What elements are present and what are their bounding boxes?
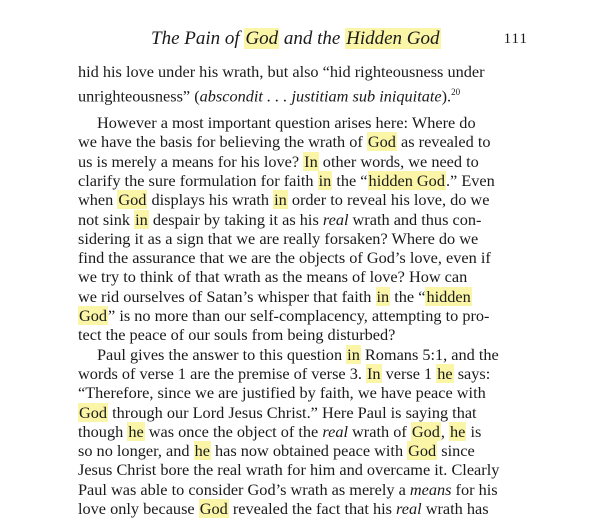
highlighted-word: he bbox=[194, 441, 210, 461]
text-run: Paul gives the answer to this question bbox=[97, 344, 347, 364]
text-run: says: bbox=[453, 363, 491, 383]
text-run: real bbox=[322, 209, 349, 229]
text-run: is bbox=[466, 421, 482, 441]
highlighted-word: God bbox=[367, 132, 396, 152]
text-line bbox=[78, 306, 489, 326]
text-run: ). bbox=[441, 85, 452, 105]
text-run: “Therefore, since we are justified by faith, we have peace with bbox=[78, 383, 486, 403]
text-line bbox=[78, 460, 499, 480]
text-line bbox=[78, 267, 467, 287]
text-line bbox=[78, 171, 495, 191]
highlighted-word: God bbox=[408, 441, 437, 461]
text-run: through our Lord Jesus Christ.” Here Paul is saying that bbox=[108, 402, 477, 422]
highlighted-word: in bbox=[376, 286, 390, 306]
text-run: for his bbox=[451, 479, 498, 499]
text-run: the “ bbox=[332, 170, 368, 190]
highlighted-word: he bbox=[450, 421, 466, 441]
text-line bbox=[78, 210, 481, 230]
text-run: as revealed to bbox=[396, 132, 491, 152]
text-run: tect the peace of our souls from being disturbed? bbox=[78, 325, 396, 345]
text-line bbox=[78, 152, 479, 172]
text-line bbox=[97, 345, 499, 365]
text-line bbox=[78, 287, 472, 307]
title-part: and the bbox=[279, 28, 346, 49]
highlighted-word: in bbox=[318, 170, 332, 190]
text-run: wrath of bbox=[347, 421, 411, 441]
text-run: though bbox=[78, 421, 128, 441]
text-run: However a most important question arises here: Where do bbox=[97, 113, 476, 132]
text-run: abscondit . . . justitiam sub iniquitate bbox=[199, 85, 442, 105]
text-line bbox=[78, 82, 460, 106]
text-line bbox=[78, 248, 491, 268]
text-line bbox=[78, 403, 477, 423]
highlighted-word: in bbox=[347, 344, 360, 364]
text-run: we have the basis for believing the wrath of bbox=[78, 132, 367, 152]
title-part: The Pain of bbox=[151, 28, 245, 49]
text-run: words of verse 1 are the premise of verse 3. bbox=[78, 363, 366, 383]
running-header bbox=[0, 28, 598, 52]
text-run: .” Even bbox=[445, 170, 495, 190]
text-run: unrighteousness” ( bbox=[78, 85, 200, 105]
chapter-title bbox=[151, 28, 441, 50]
text-run: hid his love under his wrath, but also “hid righteousness under bbox=[78, 62, 485, 81]
text-run: other words, we need to bbox=[318, 151, 479, 171]
highlighted-word: In bbox=[304, 151, 318, 171]
text-line bbox=[78, 364, 490, 384]
text-run: find the assurance that we are the objects of God’s love, even if bbox=[78, 248, 491, 268]
text-run: the “ bbox=[390, 286, 426, 306]
page-number: 111 bbox=[503, 31, 528, 47]
text-line bbox=[78, 325, 395, 345]
text-run: verse 1 bbox=[381, 363, 437, 383]
text-run: real bbox=[322, 421, 348, 441]
highlighted-word: hidden God bbox=[368, 170, 445, 190]
text-run: wrath has bbox=[421, 499, 489, 518]
highlighted-word: he bbox=[437, 363, 453, 383]
text-line bbox=[78, 62, 485, 82]
highlighted-word: in bbox=[274, 190, 287, 210]
text-run: means bbox=[409, 479, 452, 499]
text-run: displays his wrath bbox=[147, 190, 274, 210]
text-line bbox=[78, 441, 475, 461]
text-run: when bbox=[78, 190, 118, 210]
text-line bbox=[78, 480, 498, 500]
text-run: , bbox=[440, 421, 450, 441]
text-run: we try to think of that wrath as the means of love? How can bbox=[78, 267, 468, 287]
highlight-hidden-god: Hidden God bbox=[346, 28, 440, 49]
text-run: we rid ourselves of Satan’s whisper that faith bbox=[78, 286, 376, 306]
text-line bbox=[97, 113, 476, 133]
highlighted-word: in bbox=[135, 209, 148, 229]
highlight-god: God bbox=[245, 28, 279, 49]
text-run: revealed the fact that his bbox=[228, 499, 397, 518]
text-line bbox=[78, 499, 489, 519]
highlighted-word: God bbox=[118, 190, 147, 210]
highlighted-word: he bbox=[128, 421, 144, 441]
highlighted-word: God bbox=[79, 402, 108, 422]
text-run: Paul was able to consider God’s wrath as merely a bbox=[78, 479, 410, 499]
text-run: has now obtained peace with bbox=[210, 441, 408, 461]
footnote-ref: 20 bbox=[451, 86, 461, 97]
text-line bbox=[78, 422, 481, 442]
text-run: was once the object of the bbox=[144, 421, 323, 441]
text-run: Jesus Christ bore the real wrath for him and overcame it. Clearly bbox=[78, 460, 500, 480]
text-run: so no longer, and bbox=[78, 441, 194, 461]
text-line bbox=[78, 132, 491, 152]
highlighted-word: God bbox=[79, 306, 108, 325]
text-run: since bbox=[437, 441, 475, 461]
text-run: love only because bbox=[78, 499, 199, 518]
text-line bbox=[78, 383, 486, 403]
text-run: real bbox=[396, 499, 422, 518]
text-line bbox=[78, 190, 489, 210]
highlighted-word: hidden bbox=[426, 286, 471, 306]
text-run: despair by taking it as his bbox=[148, 209, 323, 229]
text-run: us is merely a means for his love? bbox=[78, 151, 304, 171]
highlighted-word: God bbox=[199, 499, 228, 518]
text-run: Romans 5:1, and the bbox=[360, 344, 499, 364]
text-line bbox=[78, 229, 478, 249]
text-run: not sink bbox=[78, 209, 135, 229]
highlighted-word: In bbox=[366, 363, 381, 383]
text-run: sidering it as a sign that we are really forsaken? Where do we bbox=[78, 228, 479, 248]
highlighted-word: God bbox=[411, 421, 440, 441]
text-run: order to reveal his love, do we bbox=[287, 190, 490, 210]
text-run: ” is no more than our self-complacency, attempting to pro- bbox=[108, 306, 490, 325]
text-run: clarify the sure formulation for faith bbox=[78, 170, 318, 190]
text-run: wrath and thus con- bbox=[348, 209, 482, 229]
